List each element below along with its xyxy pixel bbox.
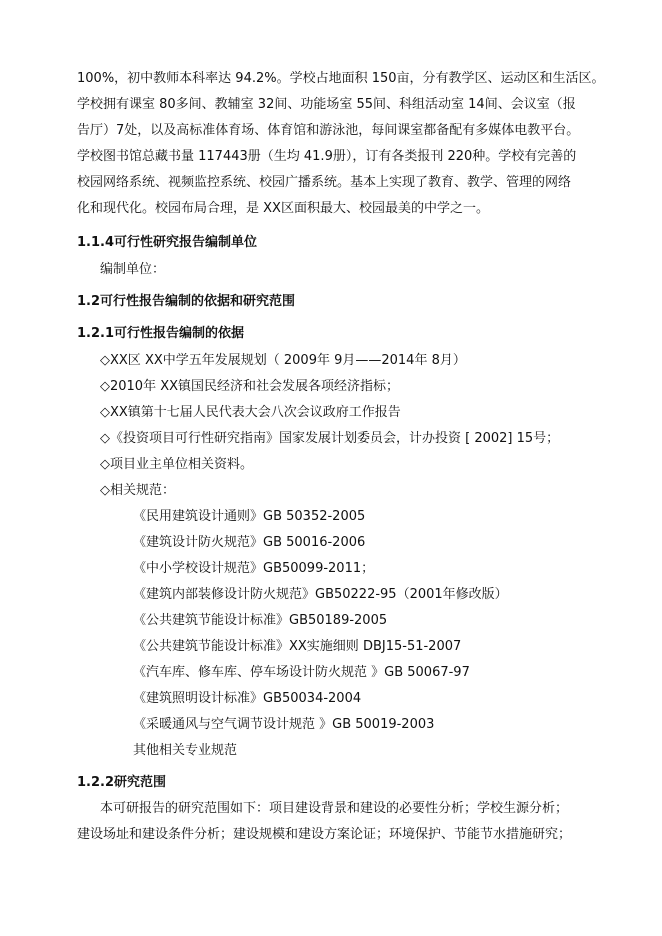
intro-line: 告厅）7处，以及高标准体育场、体育馆和游泳池，每间课室都备配有多媒体电教平台。 [77,123,580,138]
intro-line: 学校拥有课室 80多间、教辅室 32间、功能场室 55间、科组活动室 14间、会议室（报 [77,97,576,112]
standard-item: 《公共建筑节能设计标准》XX实施细则 DBJ15-51-2007 [133,639,462,654]
basis-item: ◇项目业主单位相关资料。 [100,457,253,472]
standard-item: 《建筑照明设计标准》GB50034-2004 [133,691,362,706]
intro-line: 化和现代化。校园布局合理，是 XX区面积最大、校园最美的中学之一。 [77,201,489,216]
intro-line: 100%，初中教师本科率达 94.2%。学校占地面积 150亩，分有教学区、运动区和生活区。 [77,71,605,86]
standard-item: 《建筑内部装修设计防火规范》GB50222-95（2001年修改版） [133,587,508,602]
standard-item: 《民用建筑设计通则》GB 50352-2005 [133,509,366,524]
section-heading-1-2: 1.2可行性报告编制的依据和研究范围 [77,294,296,309]
basis-item: ◇XX区 XX中学五年发展规划（ 2009年 9月——2014年 8月） [100,353,466,368]
standard-item: 《公共建筑节能设计标准》GB50189-2005 [133,613,388,628]
standard-item: 《采暖通风与空气调节设计规范 》GB 50019-2003 [133,717,435,732]
section-heading-1-2-2: 1.2.2研究范围 [77,775,167,790]
basis-item: ◇《投资项目可行性研究指南》国家发展计划委员会，计办投资 [ 2002] 15号； [100,431,560,446]
section-heading-1-2-1: 1.2.1可行性报告编制的依据 [77,326,245,341]
standard-item: 《汽车库、修车库、停车场设计防火规范 》GB 50067-97 [133,665,470,680]
standard-item: 其他相关专业规范 [133,743,238,758]
compiler-unit-label: 编制单位： [100,262,166,277]
scope-line: 本可研报告的研究范围如下：项目建设背景和建设的必要性分析；学校生源分析； [100,801,569,816]
intro-line: 学校图书馆总藏书量 117443册（生均 41.9册），订有各类报刊 220种。学校有完善的 [77,149,577,164]
intro-line: 校园网络系统、视频监控系统、校园广播系统。基本上实现了教育、教学、管理的网络 [77,175,572,190]
basis-item: ◇相关规范： [100,483,175,498]
scope-line: 建设场址和建设条件分析；建设规模和建设方案论证；环境保护、节能节水措施研究； [77,827,572,842]
standard-item: 《建筑设计防火规范》GB 50016-2006 [133,535,366,550]
standard-item: 《中小学校设计规范》GB50099-2011； [133,561,375,576]
basis-item: ◇XX镇第十七届人民代表大会八次会议政府工作报告 [100,405,401,420]
basis-item: ◇2010年 XX镇国民经济和社会发展各项经济指标； [100,379,400,394]
section-heading-1-1-4: 1.1.4可行性研究报告编制单位 [77,235,258,250]
